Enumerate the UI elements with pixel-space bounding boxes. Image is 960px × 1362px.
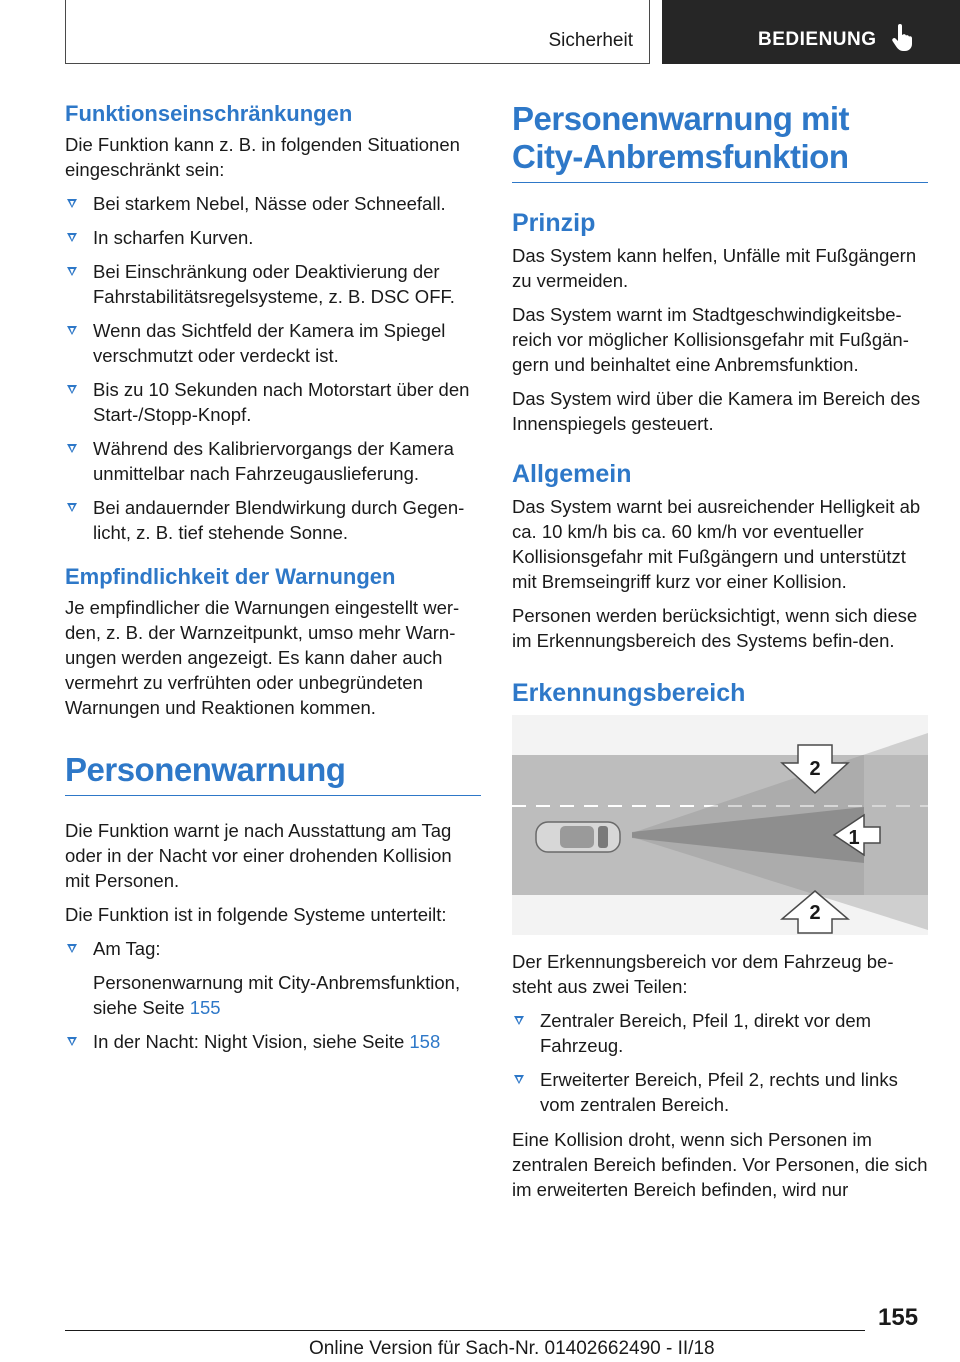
list-item: Wenn das Sichtfeld der Kamera im Spiegel verschmutzt oder verdeckt ist.: [65, 318, 481, 368]
principle-p1: Das System kann helfen, Unfälle mit Fußgängern zu vermeiden.: [512, 245, 917, 291]
pointing-hand-icon: [892, 24, 914, 57]
func-limits-heading: Funktionseinschränkungen: [65, 101, 353, 126]
list-item: Am Tag: Personenwarnung mit City-Anbremsfunktion, siehe Seite 155: [65, 936, 481, 1020]
detection-p1: Der Erkennungsbereich vor dem Fahrzeug be-steht aus zwei Teilen:: [512, 951, 894, 997]
systems-list: [65, 936, 481, 1054]
func-limits-intro: Die Funktion kann z. B. in folgenden Situationen eingeschränkt sein:: [65, 134, 460, 180]
general-heading: Allgemein: [512, 460, 632, 488]
bullet-triangle-icon: [67, 267, 77, 276]
detection-list: [512, 1008, 928, 1117]
bullet-triangle-icon: [67, 444, 77, 453]
header-section-label: Sicherheit: [548, 30, 633, 51]
list-item: In scharfen Kurven.: [65, 225, 481, 250]
list-item: Bei andauernder Blendwirkung durch Gegen-licht, z. B. tief stehende Sonne.: [65, 495, 481, 545]
general-p2: Personen werden berücksichtigt, wenn sich diese im Erkennungsbereich des Systems befin-den.: [512, 605, 918, 651]
list-item: Bis zu 10 Sekunden nach Motorstart über den Start-/Stopp-Knopf.: [65, 377, 481, 427]
list-item: Bei Einschränkung oder Deaktivierung der Fahrstabilitätsregelsysteme, z. B. DSC OFF.: [65, 259, 481, 309]
principle-p3: Das System wird über die Kamera im Bereich des Innenspiegels gesteuert.: [512, 388, 921, 434]
bullet-triangle-icon: [67, 199, 77, 208]
arrow-label: 1: [848, 827, 860, 849]
city-brake-title: Personenwarnung mit City-Anbremsfunktion: [512, 100, 850, 175]
page-number: 155: [878, 1304, 919, 1331]
principle-heading: Prinzip: [512, 209, 596, 237]
person-warning-p1: Die Funktion warnt je nach Ausstattung am Tag oder in der Nacht vor einer drohenden Kollision mit Personen.: [65, 820, 452, 891]
sensitivity-heading: Empfindlichkeit der Warnungen: [65, 564, 396, 589]
general-p1: Das System warnt bei ausreichender Helligkeit ab ca. 10 km/h bis ca. 60 km/h vor eventueller Kollisionsgefahr mit Fußgängern und unterstützt mit Bremseingriff kurz vor einer Kollision.: [512, 496, 921, 592]
list-item: In der Nacht: Night Vision, siehe Seite 158: [65, 1029, 481, 1054]
sensitivity-text: Je empfindlicher die Warnungen eingestellt wer-den, z. B. der Warnzeitpunkt, umso mehr Warn-ungen werden angezeigt. Es kann daher auch vermehrt zu verfrühten oder unbegründeten Warnungen und Reaktionen kommen.: [65, 597, 460, 718]
bullet-triangle-icon: [67, 1037, 77, 1046]
left-column: [65, 100, 481, 1064]
title-rule: [512, 182, 928, 183]
arrow-label: 2: [809, 758, 821, 780]
right-column: [512, 100, 928, 1211]
page-reference-link[interactable]: 155: [189, 997, 221, 1018]
page-reference-link[interactable]: 158: [409, 1031, 441, 1052]
list-item: Erweiterter Bereich, Pfeil 2, rechts und links vom zentralen Bereich.: [512, 1067, 928, 1117]
header-section-box: [65, 0, 650, 64]
person-warning-p2: Die Funktion ist in folgende Systeme unterteilt:: [65, 904, 447, 925]
bullet-triangle-icon: [514, 1075, 524, 1084]
bullet-triangle-icon: [67, 326, 77, 335]
principle-p2: Das System warnt im Stadtgeschwindigkeitsbe-reich vor möglicher Kollisionsgefahr mit Fußgän-gern und beinhaltet eine Anbremsfunktion.: [512, 304, 909, 375]
arrow-label: 2: [809, 902, 821, 924]
bullet-triangle-icon: [514, 1016, 524, 1025]
detection-heading: Erkennungsbereich: [512, 679, 746, 707]
detection-area-figure: [512, 715, 928, 935]
bullet-triangle-icon: [67, 944, 77, 953]
bullet-triangle-icon: [67, 385, 77, 394]
bullet-triangle-icon: [67, 233, 77, 242]
person-warning-title: Personenwarnung: [65, 751, 346, 788]
bullet-triangle-icon: [67, 503, 77, 512]
list-item: Während des Kalibriervorgangs der Kamera unmittelbar nach Fahrzeugauslieferung.: [65, 436, 481, 486]
footer-text: Online Version für Sach-Nr. 01402662490 - II/18: [309, 1338, 715, 1359]
footer-rule: [65, 1330, 865, 1331]
title-rule: [65, 795, 481, 796]
detection-p2: Eine Kollision droht, wenn sich Personen im zentralen Bereich befinden. Vor Personen, die sich im erweiterten Bereich befinden, wird nur: [512, 1129, 928, 1200]
list-item-subtext: Personenwarnung mit City-Anbremsfunktion, siehe Seite 155: [93, 972, 461, 1018]
func-limits-list: [65, 191, 481, 545]
list-item: Zentraler Bereich, Pfeil 1, direkt vor dem Fahrzeug.: [512, 1008, 928, 1058]
list-item: Bei starkem Nebel, Nässe oder Schneefall.: [65, 191, 481, 216]
header-chapter-tab: [662, 0, 960, 64]
car-icon: [536, 822, 620, 852]
header-chapter-label: BEDIENUNG: [758, 29, 877, 50]
